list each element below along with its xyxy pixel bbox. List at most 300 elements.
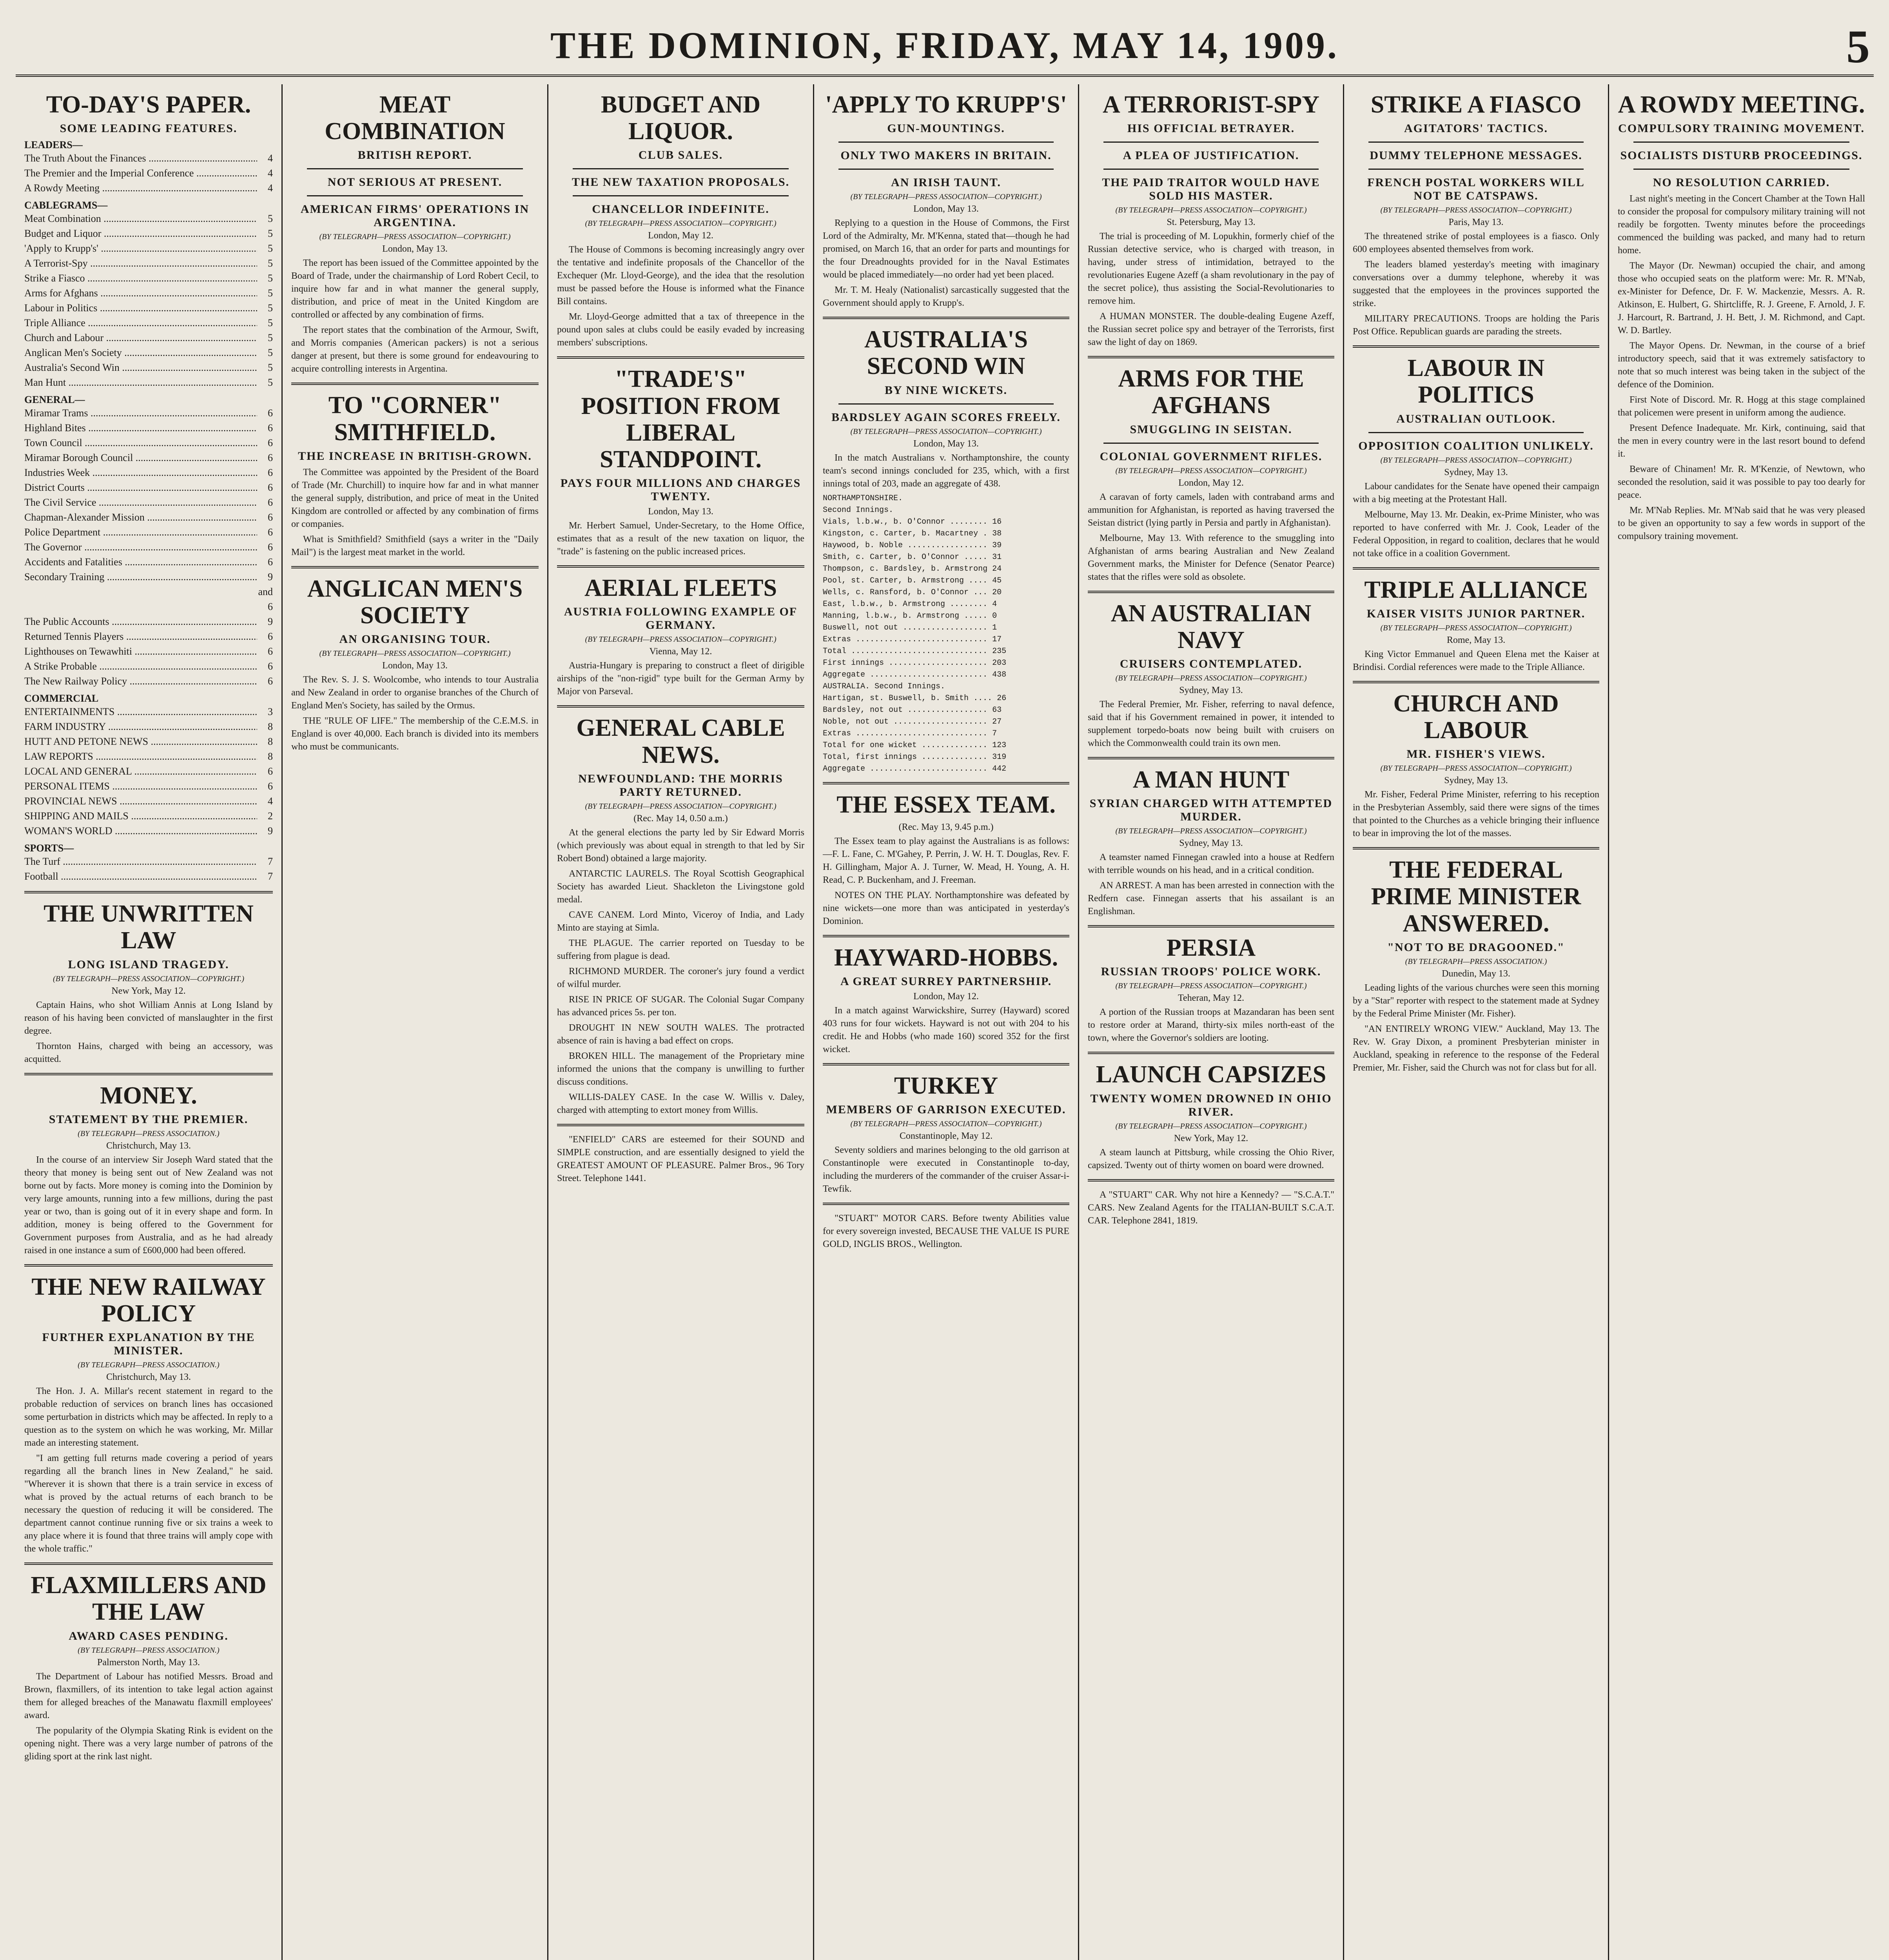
article-subheading: MEMBERS OF GARRISON EXECUTED. — [826, 1103, 1066, 1116]
article — [1353, 345, 1599, 560]
subheading-rule — [307, 195, 523, 196]
contents-page: 5 — [268, 228, 273, 240]
article — [1353, 91, 1599, 338]
contents-page: 6 — [268, 526, 273, 538]
scorecard-line: East, l.b.w., b. Armstrong ........ 4 — [823, 599, 997, 609]
scorecard-line: Pool, st. Carter, b. Armstrong .... 45 — [823, 576, 1002, 585]
wire-credit: (BY TELEGRAPH—PRESS ASSOCIATION—COPYRIGHT.) — [319, 232, 511, 241]
article-divider — [823, 317, 1069, 319]
wire-credit: (BY TELEGRAPH—PRESS ASSOCIATION—COPYRIGHT.) — [1115, 827, 1307, 836]
contents-item: The Civil Service ..... — [24, 495, 257, 510]
contents-item: ENTERTAINMENTS ..... — [24, 704, 257, 719]
article-subheading: LONG ISLAND TRAGEDY. — [68, 958, 229, 971]
article-paragraph: Last night's meeting in the Concert Chamber at the Town Hall to consider the proposal for compulsory military training will not readily be forgotten. Twenty minutes before the proceedings commenced the building was packed, and many had to return home. — [1618, 194, 1865, 256]
dateline: Dunedin, May 13. — [1442, 968, 1510, 979]
scorecard-line: Extras ............................ 17 — [823, 635, 1002, 644]
dateline: London, May 13. — [382, 661, 448, 671]
scorecard-line: Haywood, b. Noble ................. 39 — [823, 541, 1002, 550]
contents-row — [24, 406, 273, 421]
contents-page: 5 — [268, 258, 273, 269]
article-subheading: "NOT TO BE DRAGOONED." — [1387, 940, 1565, 954]
contents-row — [24, 659, 273, 674]
article-subheading: CRUISERS CONTEMPLATED. — [1120, 657, 1303, 670]
article — [291, 91, 539, 376]
article-paragraph: The Rev. S. J. S. Woolcombe, who intends to tour Australia and New Zealand in order to organise branches of the Church of England Men's Society, has sailed by the Ormus. — [291, 675, 539, 711]
contents-page: 4 — [268, 167, 273, 179]
article-paragraph: ANTARCTIC LAURELS. The Royal Scottish Geographical Society has awarded Lieut. Shackleton the Livingstone gold medal. — [557, 868, 804, 905]
article-subheading: BARDSLEY AGAIN SCORES FREELY. — [831, 410, 1061, 424]
article-paragraph: Mr. M'Nab Replies. Mr. M'Nab said that he was very pleased to be given an opportunity to say a few words in support of the compulsory training movement. — [1618, 505, 1865, 542]
column-4 — [813, 84, 1078, 1960]
subheading-rule — [1368, 432, 1584, 433]
subheading-rule — [838, 169, 1054, 170]
article-divider — [291, 566, 539, 568]
article — [1353, 681, 1599, 840]
article-subheading: AGITATORS' TACTICS. — [1404, 122, 1548, 135]
article-subheading: GUN-MOUNTINGS. — [887, 122, 1005, 135]
subheading-rule — [838, 142, 1054, 143]
scorecard-line: Total ............................. 235 — [823, 646, 1007, 656]
contents-page: 7 — [268, 871, 273, 882]
contents-page: 5 — [268, 287, 273, 299]
article-paragraph: A portion of the Russian troops at Mazandaran has been sent to restore order at Marand, thirty-six miles north-east of the town, where the Governor's soldiers are looting. — [1088, 1007, 1334, 1044]
contents-row — [24, 480, 273, 495]
contents-category: CABLEGRAMS— — [24, 200, 108, 211]
contents-row — [24, 540, 273, 555]
article-headline: MONEY. — [100, 1082, 197, 1109]
dateline: Sydney, May 13. — [1444, 467, 1508, 477]
contents-row — [24, 241, 273, 256]
article-paragraph: Mr. Lloyd-George admitted that a tax of threepence in the pound upon sales at clubs could be easily evaded by increasing members' subscriptions. — [557, 312, 804, 348]
contents-item: Highland Bites ..... — [24, 421, 257, 436]
subheading-rule — [1633, 169, 1849, 170]
contents-row — [24, 181, 273, 196]
contents-item: Miramar Trams ..... — [24, 406, 257, 421]
contents-page: 8 — [268, 721, 273, 733]
article — [557, 565, 804, 698]
article-divider — [1353, 681, 1599, 683]
subheading-rule — [1103, 142, 1319, 143]
article-subheading: TWENTY WOMEN DROWNED IN OHIO RIVER. — [1090, 1092, 1332, 1118]
article-paragraph: A teamster named Finnegan crawled into a house at Redfern with terrible wounds on his head, and in a critical condition. — [1088, 852, 1334, 876]
article-headline: PERSIA — [1166, 935, 1256, 962]
column-7 — [1608, 84, 1874, 1960]
article-paragraph: The Hon. J. A. Millar's recent statement in regard to the probable reduction of services on branch lines has occasioned some perturbation in districts which may be affected. In reply to a question as to the system on which he was working, Mr. Millar made an interesting statement. — [24, 1386, 273, 1448]
contents-item: The Public Accounts ..... — [24, 614, 257, 629]
article-subheading: FRENCH POSTAL WORKERS WILL NOT BE CATSPAWS. — [1367, 176, 1585, 203]
wire-credit: (BY TELEGRAPH—PRESS ASSOCIATION—COPYRIGHT.) — [1115, 206, 1307, 215]
article — [24, 1563, 273, 1763]
contents-page: 5 — [268, 243, 273, 254]
contents-page: 9 and 6 — [258, 571, 273, 613]
contents-item: Police Department ..... — [24, 525, 257, 540]
subheading-rule — [573, 168, 789, 169]
article-divider — [291, 383, 539, 385]
contents-row — [24, 375, 273, 390]
advertisement: "ENFIELD" CARS are esteemed for their SOUND and SIMPLE construction, and are essentially designed to yield the GREATEST AMOUNT OF PLEASURE. Palmer Bros., 96 Tory Street. Telephone 1441. — [557, 1134, 804, 1183]
article — [1088, 356, 1334, 583]
dateline: Paris, May 13. — [1448, 217, 1504, 228]
scorecard-line: Hartigan, st. Buswell, b. Smith .... 26 — [823, 693, 1007, 703]
scorecard-line: Manning, l.b.w., b. Armstrong ..... 0 — [823, 611, 997, 621]
scorecard-line: Kingston, c. Carter, b. Macartney . 38 — [823, 529, 1002, 538]
dateline: Rome, May 13. — [1446, 635, 1506, 645]
dateline: Sydney, May 13. — [1444, 775, 1508, 786]
advertisement: A "STUART" CAR. Why not hire a Kennedy? — "S.C.A.T." CARS. New Zealand Agents for the ITALIAN-BUILT S.C.A.T. CAR. Telephone 2841, 1819. — [1088, 1189, 1334, 1226]
article-paragraph: The trial is proceeding of M. Lopukhin, formerly chief of the Russian detective service, who is charged with treason, in having, under stress of intimidation, betrayed to the revolutionaries Eugene Azeff (a sham revolutionary in the pay of the secret police), thus assisting the Social-Revolutionaries to remove him. — [1088, 231, 1334, 307]
article-paragraph: THE "RULE OF LIFE." The membership of the C.E.M.S. in England is over 40,000. Each branch is divided into its members who must be communicants. — [291, 716, 539, 752]
article-subheading: AMERICAN FIRMS' OPERATIONS IN ARGENTINA. — [300, 203, 530, 229]
article-subheading: MR. FISHER'S VIEWS. — [1406, 748, 1546, 761]
article-divider — [557, 356, 804, 359]
article — [24, 1073, 273, 1257]
contents-row — [24, 749, 273, 764]
article-subheading: AN IRISH TAUNT. — [891, 176, 1001, 189]
contents-page: 5 — [268, 213, 273, 225]
wire-credit: (BY TELEGRAPH—PRESS ASSOCIATION—COPYRIGHT.) — [1115, 673, 1307, 682]
article-paragraph: Leading lights of the various churches were seen this morning by a "Star" reporter with respect to the statement made at Sydney by the Federal Prime Minister (Mr. Fisher). — [1353, 982, 1599, 1019]
contents-page: 6 — [268, 631, 273, 642]
wire-credit: (BY TELEGRAPH—PRESS ASSOCIATION—COPYRIGHT.) — [53, 974, 244, 983]
contents-item: A Strike Probable ..... — [24, 659, 257, 674]
article-paragraph: The Federal Premier, Mr. Fisher, referring to naval defence, said that if his Government remained in power, it intended to supplement torpedo-boats now being built with cruisers on which the Commonwealth could train its own men. — [1088, 699, 1334, 748]
contents-page: 7 — [268, 856, 273, 867]
dateline: Constantinople, May 12. — [899, 1131, 993, 1142]
article-paragraph: RICHMOND MURDER. The coroner's jury found a verdict of wilful murder. — [557, 966, 804, 989]
contents-item: LOCAL AND GENERAL ..... — [24, 764, 257, 779]
dateline: Teheran, May 12. — [1178, 993, 1244, 1004]
wire-credit: (BY TELEGRAPH—PRESS ASSOCIATION.) — [78, 1361, 220, 1370]
article-paragraph: The popularity of the Olympia Skating Rink is evident on the opening night. There was a very large number of patrons of the gliding sport at the rink last night. — [24, 1725, 273, 1762]
contents-page: 6 — [268, 407, 273, 419]
article-paragraph: In the match Australians v. Northamptonshire, the county team's second innings concluded for 235, which, with a first innings total of 203, made an aggregate of 438. — [823, 452, 1069, 489]
contents-page: 6 — [268, 780, 273, 792]
contents-page: 8 — [268, 751, 273, 762]
contents-page: 4 — [268, 795, 273, 807]
article-paragraph: BROKEN HILL. The management of the Proprietary mine informed the unions that the company is unwilling to further discuss conditions. — [557, 1051, 804, 1087]
dateline: New York, May 12. — [1174, 1133, 1248, 1143]
article-headline: ANGLICAN MEN'S SOCIETY — [307, 575, 523, 629]
article-divider — [1353, 567, 1599, 570]
article — [24, 91, 273, 884]
contents-item: 'Apply to Krupp's' ..... — [24, 241, 257, 256]
contents-item: Accidents and Fatalities ..... — [24, 555, 257, 570]
column-1 — [16, 84, 281, 1960]
subheading-rule — [838, 403, 1054, 405]
contents-item: Labour in Politics ..... — [24, 301, 257, 316]
wire-credit: (BY TELEGRAPH—PRESS ASSOCIATION.) — [78, 1129, 220, 1138]
article — [1088, 91, 1334, 349]
article-headline: CHURCH AND LABOUR — [1393, 690, 1559, 744]
article-headline: "TRADE'S" POSITION FROM LIBERAL STANDPOINT. — [581, 366, 780, 473]
contents-row — [24, 450, 273, 465]
contents-item: The New Railway Policy ..... — [24, 674, 257, 689]
contents-item: Industries Week ..... — [24, 465, 257, 480]
masthead — [16, 20, 1874, 78]
contents-row — [24, 301, 273, 316]
contents-row — [24, 316, 273, 330]
article-headline: TRIPLE ALLIANCE — [1364, 576, 1588, 603]
contents-page: 6 — [268, 497, 273, 508]
contents-page: 6 — [268, 556, 273, 568]
contents-page: 4 — [268, 152, 273, 164]
article-subheading: NOT SERIOUS AT PRESENT. — [327, 176, 503, 189]
subheading-rule — [1103, 169, 1319, 170]
wire-credit: (BY TELEGRAPH—PRESS ASSOCIATION—COPYRIGHT.) — [1115, 466, 1307, 475]
article-subheading: OPPOSITION COALITION UNLIKELY. — [1358, 439, 1594, 452]
article-paragraph: The report has been issued of the Committee appointed by the Board of Trade, under the chairmanship of Lord Robert Cecil, to inquire how far and in what manner the general supply, distribution, and price of meat in the United Kingdom are controlled or affected by any combination of firms. — [291, 258, 539, 320]
contents-page: 5 — [268, 272, 273, 284]
article-divider — [823, 1063, 1069, 1065]
contents-item: Church and Labour ..... — [24, 330, 257, 345]
article-subheading: COMPULSORY TRAINING MOVEMENT. — [1618, 122, 1865, 135]
contents-row — [24, 495, 273, 510]
article-subheading: AN ORGANISING TOUR. — [339, 633, 491, 646]
article — [1088, 591, 1334, 750]
contents-page: 6 — [268, 512, 273, 523]
contents-item: SHIPPING AND MAILS ..... — [24, 809, 257, 824]
article-paragraph: The Committee was appointed by the President of the Board of Trade (Mr. Churchill) to inquire how far and in what manner the general supply, distribution, and price of meat in the United Kingdom are controlled or affected by any combination of firms or companies. — [291, 467, 539, 529]
article — [24, 891, 273, 1065]
contents-row — [24, 570, 273, 614]
dateline: Palmerston North, May 13. — [97, 1657, 200, 1668]
contents-item: A Rowdy Meeting ..... — [24, 181, 257, 196]
article-subheading: SMUGGLING IN SEISTAN. — [1130, 423, 1292, 436]
article-subheading: ONLY TWO MAKERS IN BRITAIN. — [840, 149, 1052, 162]
contents-item: Man Hunt ..... — [24, 375, 257, 390]
article-subheading: THE PAID TRAITOR WOULD HAVE SOLD HIS MASTER. — [1102, 176, 1320, 203]
contents-row — [24, 525, 273, 540]
contents-row — [24, 330, 273, 345]
article-headline: ARMS FOR THE AFGHANS — [1118, 365, 1304, 419]
article-subheading: SOCIALISTS DISTURB PROCEEDINGS. — [1620, 149, 1863, 162]
wire-credit: (BY TELEGRAPH—PRESS ASSOCIATION—COPYRIGHT.) — [585, 802, 777, 811]
scorecard-line: Noble, not out .................... 27 — [823, 717, 1002, 726]
dateline: London, May 13. — [913, 438, 979, 449]
article-paragraph: The Mayor Opens. Dr. Newman, in the course of a brief introductory speech, said that it was extremely satisfactory to note that so much interest was being taken in the subject of the defence of the Dominion. — [1618, 341, 1865, 390]
contents-page: 6 — [268, 661, 273, 672]
article-paragraph: Labour candidates for the Senate have opened their campaign with a big meeting at the Protestant Hall. — [1353, 481, 1599, 505]
article-subheading: FURTHER EXPLANATION BY THE MINISTER. — [42, 1331, 255, 1357]
contents-item: Australia's Second Win ..... — [24, 360, 257, 375]
contents-row — [24, 869, 273, 884]
scorecard-line: Total, first innings .............. 319 — [823, 752, 1007, 762]
newspaper-columns — [16, 84, 1874, 1960]
dateline: London, May 12. — [1178, 477, 1244, 488]
article-subheading: CLUB SALES. — [638, 149, 723, 162]
article-headline: LABOUR IN POLITICS — [1407, 355, 1545, 408]
subheading-rule — [1103, 443, 1319, 444]
article-paragraph: Melbourne, May 13. Mr. Deakin, ex-Prime Minister, who was reported to have conferred with Mr. J. Cook, Leader of the Federal Opposition, in regard to coalition, declares that he would not take office in a coalition Government. — [1353, 509, 1599, 559]
scorecard-line: Buswell, not out .................. 1 — [823, 623, 997, 632]
article — [1353, 847, 1599, 1074]
article — [823, 1063, 1069, 1196]
article-paragraph: The Essex team to play against the Australians is as follows:—F. L. Fane, C. M'Gahey, P. Perrin, J. W. H. T. Douglas, Rev. F. H. Gillingham, Major A. J. Turner, W. Mead, H. Young, A. H. Read, C. P. Buckenham, and J. Freeman. — [823, 836, 1069, 885]
contents-item: The Premier and the Imperial Conference ..... — [24, 166, 257, 181]
article-divider — [24, 1073, 273, 1075]
dateline: Vienna, May 12. — [649, 646, 712, 657]
article — [823, 782, 1069, 928]
article-subheading: RUSSIAN TROOPS' POLICE WORK. — [1101, 965, 1321, 978]
article-paragraph: Mr. Fisher, Federal Prime Minister, referring to his reception in the Presbyterian Assembly, said there were signs of the times that pointed to the Churches as a vehicle bringing their influence to bear in improving the lot of the masses. — [1353, 789, 1599, 839]
article-divider — [1088, 1052, 1334, 1054]
contents-row — [24, 629, 273, 644]
article-subheading: THE NEW TAXATION PROPOSALS. — [572, 176, 790, 189]
article-subheading: HIS OFFICIAL BETRAYER. — [1127, 122, 1295, 135]
article-subheading: NEWFOUNDLAND: THE MORRIS PARTY RETURNED. — [578, 772, 783, 799]
dateline: London, May 13. — [648, 506, 713, 517]
contents-item: Strike a Fiasco ..... — [24, 271, 257, 286]
newspaper-title: THE DOMINION, FRIDAY, MAY 14, 1909. — [550, 24, 1339, 66]
advert-rule — [1088, 1179, 1334, 1181]
contents-item: District Courts ..... — [24, 480, 257, 495]
article-headline: A TERRORIST-SPY — [1102, 91, 1320, 118]
contents-row — [24, 286, 273, 301]
contents-item: The Truth About the Finances ..... — [24, 151, 257, 166]
article-divider — [557, 565, 804, 568]
contents-row — [24, 794, 273, 809]
article-paragraph: At the general elections the party led by Sir Edward Morris (which previously was about equal in strength to that led by Sir Robert Bond) obtained a large majority. — [557, 827, 804, 864]
contents-row — [24, 719, 273, 734]
contents-page: 9 — [268, 825, 273, 837]
contents-row — [24, 151, 273, 166]
article-paragraph: First Note of Discord. Mr. R. Hogg at this stage complained that policemen were present in uniform among the audience. — [1618, 395, 1865, 418]
contents-page: 5 — [268, 332, 273, 344]
article-paragraph: The leaders blamed yesterday's meeting with imaginary conversations over a dummy telephone, whereby it was suggested that the employees in the provinces supported the strike. — [1353, 260, 1599, 309]
wire-credit: (BY TELEGRAPH—PRESS ASSOCIATION—COPYRIGHT.) — [1380, 764, 1572, 773]
masthead-rule — [16, 74, 1874, 77]
article-divider — [557, 705, 804, 708]
article-subheading: AUSTRALIAN OUTLOOK. — [1396, 412, 1556, 425]
contents-category: SPORTS— — [24, 842, 74, 854]
contents-item: FARM INDUSTRY ..... — [24, 719, 257, 734]
article-divider — [24, 891, 273, 893]
dateline: Christchurch, May 13. — [106, 1140, 191, 1151]
article-paragraph: Mr. Herbert Samuel, Under-Secretary, to the Home Office, estimates that as a result of the new taxation on liquor, the "trade" is fastening on the public increased prices. — [557, 521, 804, 557]
scorecard-line: Aggregate ......................... 442 — [823, 764, 1007, 773]
article — [557, 91, 804, 349]
contents-category: LEADERS— — [24, 139, 83, 151]
scorecard-line: First innings ..................... 203 — [823, 658, 1007, 668]
advert-rule — [557, 1124, 804, 1126]
contents-page: 5 — [268, 317, 273, 329]
contents-row — [24, 734, 273, 749]
contents-row — [24, 256, 273, 271]
contents-page: 6 — [268, 467, 273, 479]
contents-page: 5 — [268, 377, 273, 388]
article-paragraph: DROUGHT IN NEW SOUTH WALES. The protracted absence of rain is having a bad effect on crops. — [557, 1022, 804, 1046]
subheading-rule — [1368, 169, 1584, 170]
article-paragraph: Thornton Hains, charged with being an accessory, was acquitted. — [24, 1041, 273, 1064]
article — [1088, 1052, 1334, 1172]
article-paragraph: Seventy soldiers and marines belonging to the old garrison at Constantinople were executed in Constantinople to-day, including the murderers of the commander of the cruiser Assar-i-Tewfik. — [823, 1145, 1069, 1194]
article — [1088, 757, 1334, 918]
article-paragraph: In the course of an interview Sir Joseph Ward stated that the theory that money is being sent out of New Zealand was not borne out by facts. More money is coming into the Dominion by very large amounts, running into a few millions, during the past year or two, than is going out of it in every shape and form. In addition, money is being offered to the Government for Government purposes from Australia, and as he had already raised in one instance a sum of £600,000 had been offered. — [24, 1154, 273, 1256]
dateline: London, May 13. — [913, 204, 979, 214]
article-divider — [24, 1264, 273, 1267]
dateline: London, May 13. — [382, 244, 448, 254]
contents-page: 6 — [268, 646, 273, 657]
scorecard-line: Vials, l.b.w., b. O'Connor ........ 16 — [823, 517, 1002, 526]
article-paragraph: Present Defence Inadequate. Mr. Kirk, continuing, said that the men in every country were in the last resort bound to defend it. — [1618, 423, 1865, 459]
dateline: London, May 12. — [648, 230, 713, 241]
contents-page: 2 — [268, 810, 273, 822]
article — [1618, 91, 1865, 543]
article-divider — [1353, 345, 1599, 348]
article-paragraph: NOTES ON THE PLAY. Northamptonshire was defeated by nine wickets—one more than was anticipated in yesterday's Dominion. — [823, 890, 1069, 926]
dateline: St. Petersburg, May 13. — [1167, 217, 1256, 228]
contents-item: HUTT AND PETONE NEWS ..... — [24, 734, 257, 749]
scorecard-line: Smith, c. Carter, b. O'Connor ..... 31 — [823, 552, 1002, 562]
scorecard-line: Second Innings. — [823, 505, 894, 515]
contents-item: Meat Combination ..... — [24, 211, 257, 226]
contents-page: 6 — [268, 675, 273, 687]
article-subheading: A GREAT SURREY PARTNERSHIP. — [840, 975, 1052, 988]
contents-row — [24, 166, 273, 181]
contents-row — [24, 436, 273, 450]
article-divider — [24, 1563, 273, 1565]
article-headline: STRIKE A FIASCO — [1370, 91, 1582, 118]
wire-credit: (BY TELEGRAPH—PRESS ASSOCIATION—COPYRIGHT.) — [1380, 623, 1572, 632]
contents-item: Arms for Afghans ..... — [24, 286, 257, 301]
contents-item: Anglican Men's Society ..... — [24, 345, 257, 360]
article-subheading: BRITISH REPORT. — [357, 149, 472, 162]
contents-row — [24, 465, 273, 480]
scorecard-line: AUSTRALIA. Second Innings. — [823, 682, 945, 691]
article-paragraph: Melbourne, May 13. With reference to the smuggling into Afghanistan of arms bearing Australian and New Zealand Government marks, the Minister for Defence (Senator Pearce) states that the rifles were sold as obsolete. — [1088, 533, 1334, 582]
article-paragraph: A steam launch at Pittsburg, while crossing the Ohio River, capsized. Twenty out of thirty women on board were drowned. — [1088, 1147, 1334, 1171]
contents-row — [24, 704, 273, 719]
article-divider — [1088, 591, 1334, 593]
contents-row — [24, 764, 273, 779]
contents-row — [24, 614, 273, 629]
contents-item: A Terrorist-Spy ..... — [24, 256, 257, 271]
wire-credit: (BY TELEGRAPH—PRESS ASSOCIATION—COPYRIGHT.) — [319, 649, 511, 658]
contents-item: PERSONAL ITEMS ..... — [24, 779, 257, 794]
contents-row — [24, 674, 273, 689]
article-paragraph: Beware of Chinamen! Mr. R. M'Kenzie, of Newtown, who seconded the resolution, said it was possible to pay too dearly for peace. — [1618, 464, 1865, 501]
wire-credit: (BY TELEGRAPH—PRESS ASSOCIATION—COPYRIGHT.) — [850, 427, 1042, 436]
contents-item: Town Council ..... — [24, 436, 257, 450]
column-3 — [547, 84, 813, 1960]
dateline: (Rec. May 13, 9.45 p.m.) — [898, 822, 994, 832]
contents-row — [24, 779, 273, 794]
article-paragraph: The threatened strike of postal employees is a fiasco. Only 600 employees absented themselves from work. — [1353, 231, 1599, 255]
article-headline: HAYWARD-HOBBS. — [834, 944, 1058, 971]
column-2 — [281, 84, 547, 1960]
article-paragraph: RISE IN PRICE OF SUGAR. The Colonial Sugar Company has advanced prices 5s. per ton. — [557, 994, 804, 1018]
contents-page: 6 — [268, 422, 273, 434]
contents-page: 6 — [268, 541, 273, 553]
contents-category: COMMERCIAL — [24, 693, 99, 704]
article — [291, 383, 539, 559]
article-subheading: CHANCELLOR INDEFINITE. — [592, 203, 769, 216]
article-headline: TO-DAY'S PAPER. — [46, 91, 251, 118]
scorecard-line: Total for one wicket .............. 123 — [823, 740, 1007, 750]
article-subheading: KAISER VISITS JUNIOR PARTNER. — [1366, 607, 1586, 620]
contents-page: 9 — [268, 616, 273, 628]
contents-item: Returned Tennis Players ..... — [24, 629, 257, 644]
advertisement: "STUART" MOTOR CARS. Before twenty Abilities value for every sovereign invested, BECAUSE THE VALUE IS PURE GOLD, INGLIS BROS., Wellington. — [823, 1213, 1069, 1250]
article-headline: TO "CORNER" SMITHFIELD. — [328, 392, 502, 446]
article-subheading: NO RESOLUTION CARRIED. — [1653, 176, 1830, 189]
article — [24, 1264, 273, 1555]
article — [1353, 567, 1599, 674]
wire-credit: (BY TELEGRAPH—PRESS ASSOCIATION—COPYRIGHT.) — [1380, 456, 1572, 465]
contents-page: 5 — [268, 362, 273, 374]
wire-credit: (BY TELEGRAPH—PRESS ASSOCIATION—COPYRIGHT.) — [850, 1120, 1042, 1129]
article-headline: THE ESSEX TEAM. — [837, 791, 1056, 818]
